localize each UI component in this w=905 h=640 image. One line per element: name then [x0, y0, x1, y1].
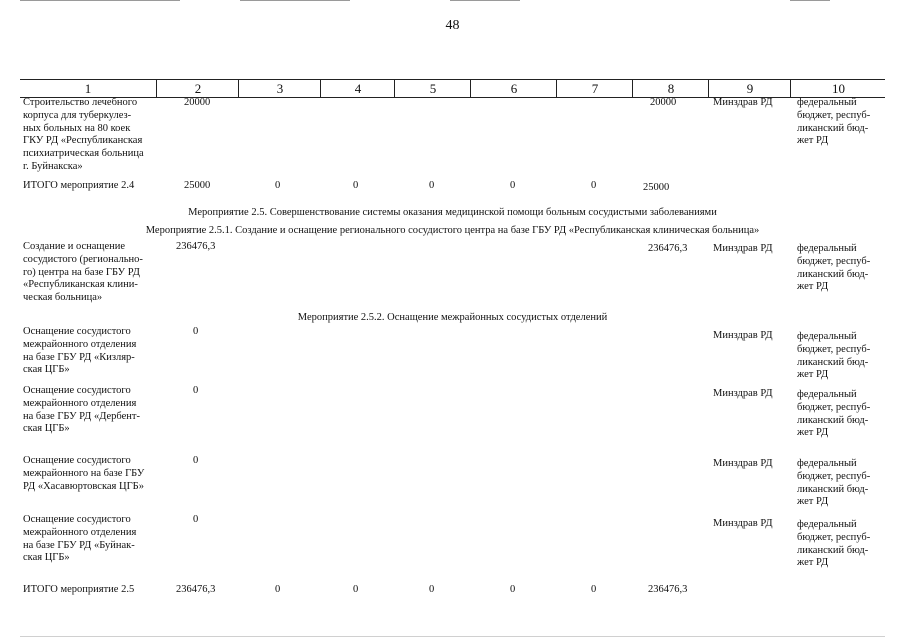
header-cell: 2: [156, 80, 239, 97]
cell-col8: 20000: [650, 97, 677, 108]
cell-col2: 20000: [184, 97, 211, 108]
total-value: 0: [429, 584, 435, 595]
total-value: 0: [275, 584, 281, 595]
total-value: 25000: [643, 182, 670, 193]
cell-col2: 0: [193, 385, 199, 396]
header-cell: 10: [790, 80, 886, 97]
cell-funding: федеральный бюджет, респуб- ликанский бюд- жет РД: [797, 97, 871, 147]
header-cell: 3: [238, 80, 321, 97]
cell-col2: 236476,3: [176, 241, 216, 252]
cell-col2: 0: [193, 455, 199, 466]
header-cell: 4: [320, 80, 395, 97]
cell-executor: Минздрав РД: [713, 458, 773, 469]
row-name: Строительство лечебного корпуса для туберкулез- ных больных на 80 коек ГКУ РД «Республиканская психиатрическая больница г. Буйнакска»: [23, 97, 144, 172]
subsection-heading: Мероприятие 2.5.1. Создание и оснащение регионального сосудистого центра на базе ГБУ РД «Республиканская клиническая больница»: [145, 225, 760, 236]
page-number: 48: [445, 18, 460, 33]
cell-col8: 236476,3: [648, 243, 688, 254]
total-label: ИТОГО мероприятие 2.4: [23, 180, 135, 191]
cell-executor: Минздрав РД: [713, 518, 773, 529]
total-value: 0: [591, 180, 597, 191]
cell-executor: Минздрав РД: [713, 97, 773, 108]
cell-funding: федеральный бюджет, респуб- ликанский бюд- жет РД: [797, 331, 871, 381]
total-value: 0: [429, 180, 435, 191]
cell-funding: федеральный бюджет, респуб- ликанский бюд- жет РД: [797, 243, 871, 293]
header-cell: 5: [394, 80, 471, 97]
header-cell: 7: [556, 80, 633, 97]
cell-funding: федеральный бюджет, респуб- ликанский бюд- жет РД: [797, 389, 871, 439]
scan-artifact: [450, 0, 520, 1]
total-value: 0: [353, 180, 359, 191]
cell-executor: Минздрав РД: [713, 330, 773, 341]
scan-artifact: [790, 0, 830, 1]
cell-funding: федеральный бюджет, респуб- ликанский бюд- жет РД: [797, 519, 871, 569]
total-value: 0: [275, 180, 281, 191]
header-cell: 8: [632, 80, 709, 97]
total-value: 0: [591, 584, 597, 595]
row-name: Оснащение сосудистого межрайонного на базе ГБУ РД «Хасавюртовская ЦГБ»: [23, 455, 145, 492]
table-header: [20, 79, 885, 98]
total-value: 236476,3: [648, 584, 688, 595]
header-cell: 9: [708, 80, 791, 97]
subsection-heading: Мероприятие 2.5.2. Оснащение межрайонных сосудистых отделений: [297, 312, 608, 323]
row-name: Создание и оснащение сосудистого (регионально- го) центра на базе ГБУ РД «Республиканская клини- ческая больница»: [23, 241, 143, 304]
scan-artifact: [240, 0, 350, 1]
scan-artifact: [20, 0, 180, 1]
row-name: Оснащение сосудистого межрайонного отделения на базе ГБУ РД «Буйнак- ская ЦГБ»: [23, 514, 137, 564]
row-name: Оснащение сосудистого межрайонного отделения на базе ГБУ РД «Дербент- ская ЦГБ»: [23, 385, 140, 435]
row-name: Оснащение сосудистого межрайонного отделения на базе ГБУ РД «Кизляр- ская ЦГБ»: [23, 326, 137, 376]
total-value: 0: [353, 584, 359, 595]
total-value: 236476,3: [176, 584, 216, 595]
cell-executor: Минздрав РД: [713, 388, 773, 399]
cell-col2: 0: [193, 514, 199, 525]
header-cell: 6: [470, 80, 557, 97]
total-label: ИТОГО мероприятие 2.5: [23, 584, 135, 595]
header-cell: 1: [84, 81, 92, 96]
cell-col2: 0: [193, 326, 199, 337]
cell-executor: Минздрав РД: [713, 243, 773, 254]
total-value: 0: [510, 584, 516, 595]
total-value: 0: [510, 180, 516, 191]
total-value: 25000: [184, 180, 211, 191]
page-divider: [20, 636, 885, 637]
cell-funding: федеральный бюджет, респуб- ликанский бюд- жет РД: [797, 458, 871, 508]
section-heading: Мероприятие 2.5. Совершенствование системы оказания медицинской помощи больным сосудистыми заболеваниями: [188, 207, 717, 218]
